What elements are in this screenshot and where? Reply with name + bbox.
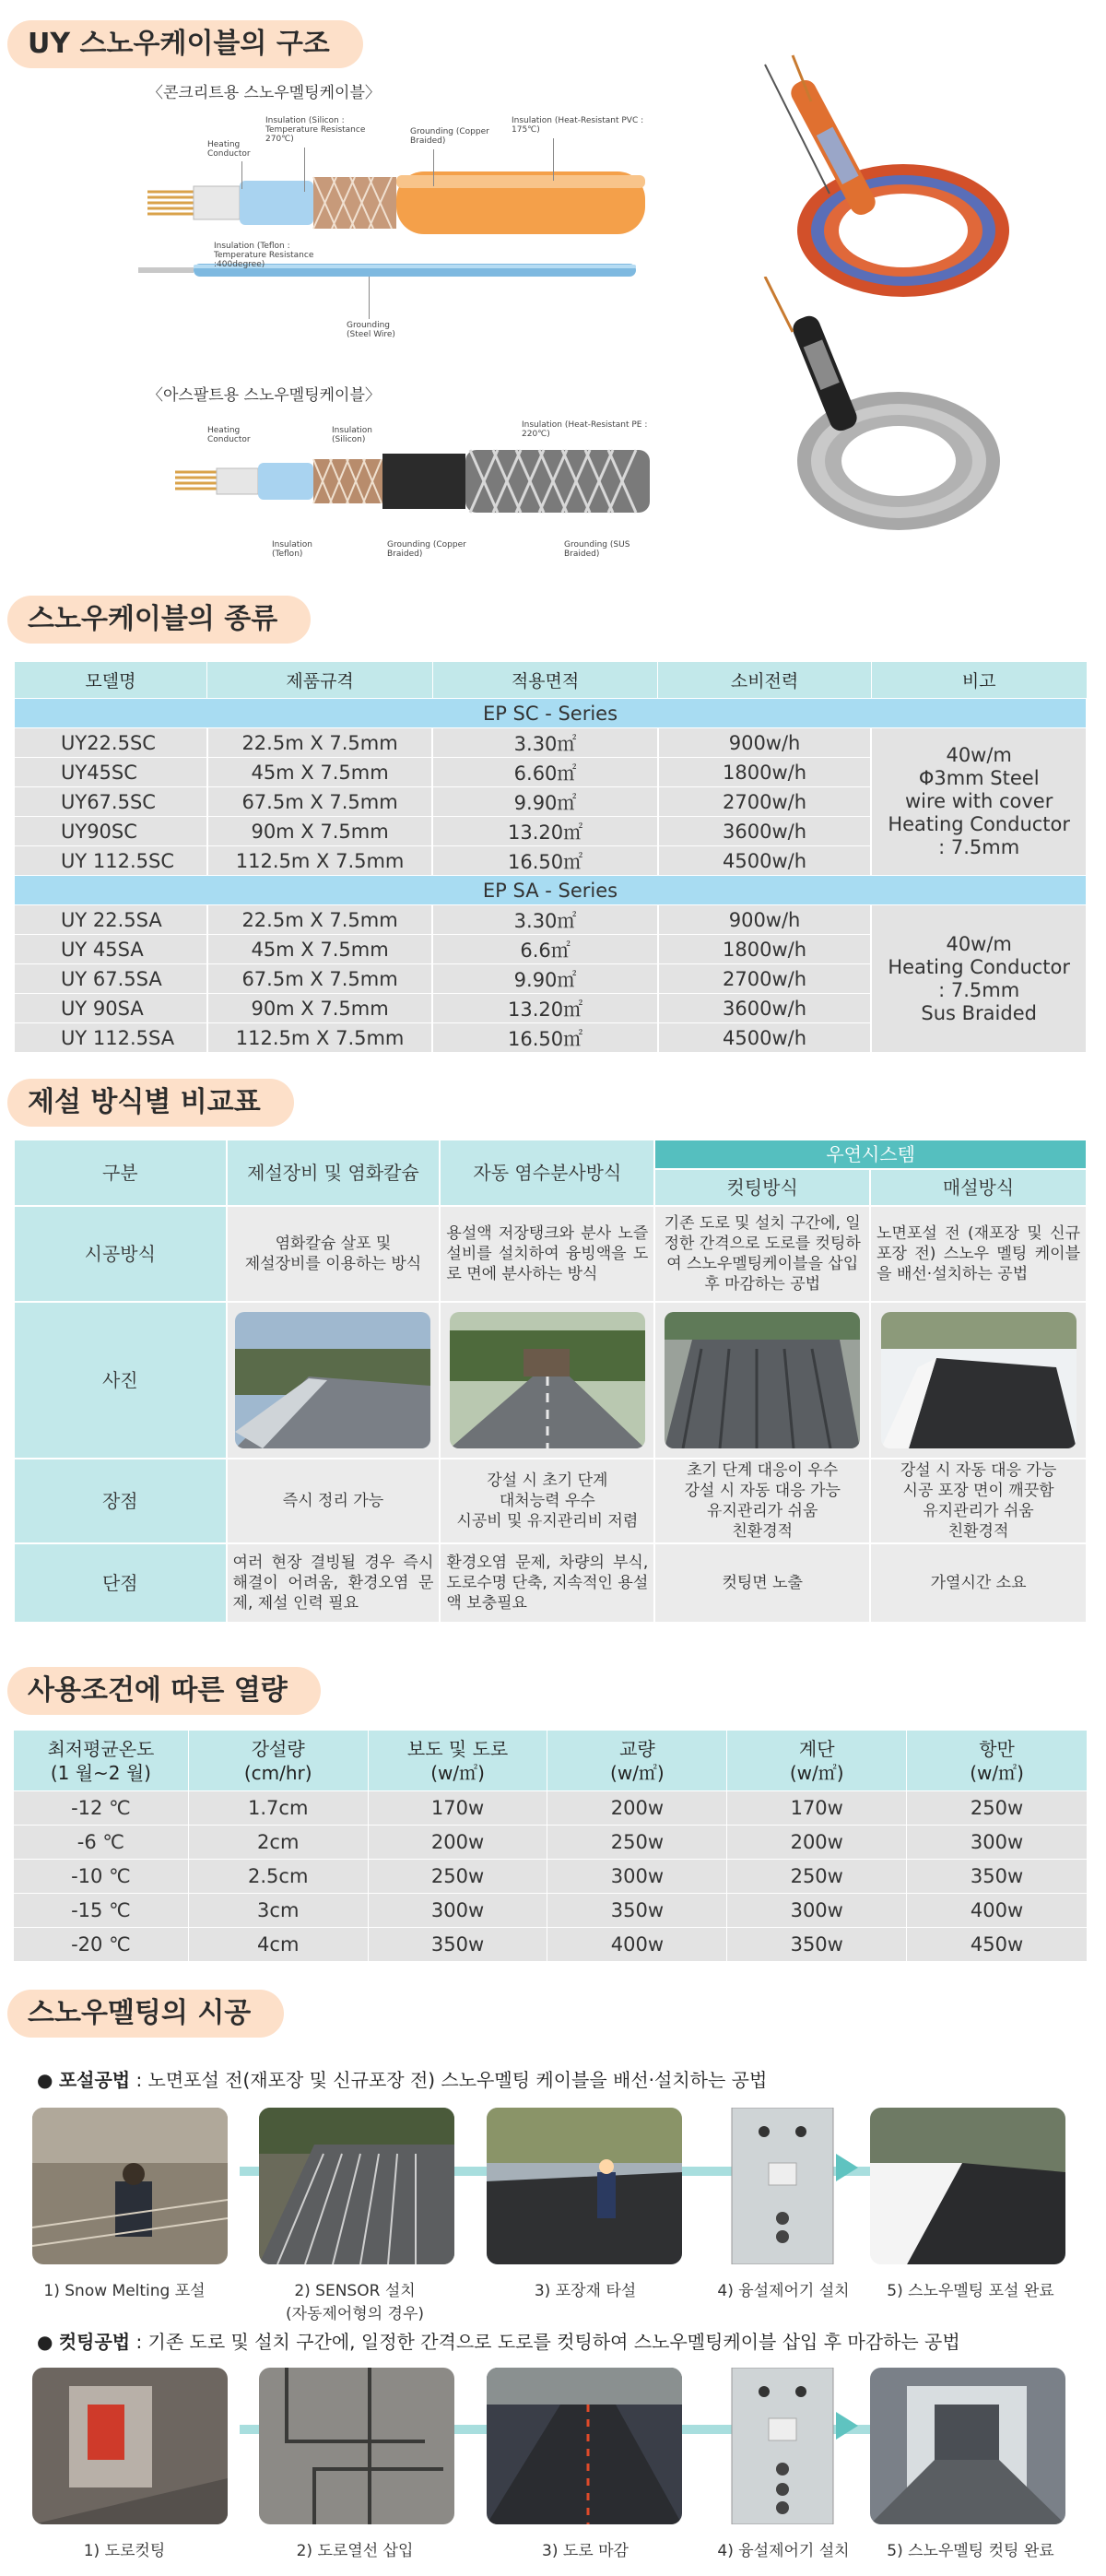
cut-step1-photo — [32, 2368, 228, 2524]
note-sa — [871, 905, 1087, 1053]
cell: 300w — [368, 1894, 547, 1928]
series-sa-label: EP SA - Series — [14, 876, 1087, 905]
method2-title: 컷팅공법 — [58, 2331, 131, 2353]
th-cutting: 컷팅방식 — [654, 1169, 870, 1206]
cut-step2-caption: 2) 도로열선 삽입 — [296, 2542, 414, 2560]
table-row — [14, 1791, 1088, 1826]
photo-cell — [227, 1302, 441, 1459]
note-line: Φ3mm Steel — [918, 767, 1040, 789]
table-row — [14, 728, 1087, 758]
step3-caption: 3) 포장재 타설 — [534, 2282, 637, 2300]
arrow-icon — [836, 2412, 858, 2440]
th-spec: 제품규격 — [207, 662, 433, 699]
cell: -6 ℃ — [14, 1826, 189, 1860]
cell: 환경오염 문제, 차량의 부식, 도로수명 단축, 지속적인 용설액 보충필요 — [440, 1543, 654, 1623]
note-line: : 7.5mm — [938, 978, 1020, 1001]
cell: 45m X 7.5mm — [207, 935, 433, 964]
cell: 초기 단계 대응이 우수 강설 시 자동 대응 가능 유지관리가 쉬움 친환경적 — [654, 1459, 870, 1543]
note-line: Sus Braided — [921, 1001, 1037, 1024]
th-road — [368, 1731, 547, 1791]
cell: 컷팅면 노출 — [654, 1543, 870, 1623]
step5-caption: 5) 스노우멜팅 포설 완료 — [887, 2282, 1054, 2300]
step2-photo — [259, 2108, 454, 2264]
label-insulation-teflon-asphalt: Insulation (Teflon) — [272, 540, 313, 559]
cell: 3.30㎡ — [432, 728, 657, 758]
step3-photo — [487, 2108, 682, 2264]
cell: 250w — [547, 1826, 727, 1860]
cell: 200w — [368, 1826, 547, 1860]
cell: UY22.5SC — [14, 728, 207, 758]
cell: 112.5m X 7.5mm — [207, 1023, 433, 1053]
cell: 2700w/h — [658, 964, 872, 994]
header-line: 강설량 — [251, 1737, 305, 1760]
cell: 350w — [907, 1860, 1088, 1894]
cut-step3-caption: 3) 도로 마감 — [542, 2542, 629, 2560]
cell: 1.7cm — [188, 1791, 368, 1826]
header-line: (w/㎡) — [789, 1761, 844, 1784]
method1-line: ● 포설공법 : 노면포설 전(재포장 및 신규포장 전) 스노우멜팅 케이블을 배선·설치하는 공법 — [37, 2069, 768, 2091]
heat-table — [13, 1730, 1088, 1962]
road-photo-3 — [665, 1312, 860, 1448]
th-bridge — [547, 1731, 727, 1791]
cut-step3-photo — [487, 2368, 682, 2524]
table-row — [14, 1860, 1088, 1894]
cell: 1800w/h — [658, 935, 872, 964]
cell: 250w — [727, 1860, 907, 1894]
cable-types-table — [13, 661, 1088, 1053]
header-line: 최저평균온도 — [47, 1737, 155, 1760]
cell: 6.60㎡ — [432, 758, 657, 787]
th-buried: 매설방식 — [870, 1169, 1087, 1206]
road-photo-1 — [235, 1312, 430, 1448]
th-note: 비고 — [871, 662, 1087, 699]
th-category: 구분 — [14, 1140, 227, 1206]
cell: 1800w/h — [658, 758, 872, 787]
cell: -15 ℃ — [14, 1894, 189, 1928]
cell: 노면포설 전 (재포장 및 신규포장 전) 스노우 멜팅 케이블을 배선·설치하는 공법 — [870, 1206, 1087, 1302]
cell: 강설 시 자동 대응 가능 시공 포장 면이 깨끗함 유지관리가 쉬움 친환경적 — [870, 1459, 1087, 1543]
th-stairs — [727, 1731, 907, 1791]
cell: 4cm — [188, 1928, 368, 1962]
cell: 6.6㎡ — [432, 935, 657, 964]
leader-line — [369, 277, 370, 319]
section-title-heat: 사용조건에 따른 열량 — [7, 1667, 321, 1715]
method2-line: ● 컷팅공법 : 기존 도로 및 설치 구간에, 일정한 간격으로 도로를 컷팅하여 스노우멜팅케이블 삽입 후 마감하는 공법 — [37, 2331, 960, 2353]
label-grounding-steel: Grounding (Steel Wire) — [347, 321, 395, 339]
cell: 9.90㎡ — [432, 964, 657, 994]
cell: 가열시간 소요 — [870, 1543, 1087, 1623]
cut-step5-caption: 5) 스노우멜팅 컷팅 완료 — [887, 2542, 1054, 2560]
cell: 45m X 7.5mm — [207, 758, 433, 787]
cell: UY 112.5SC — [14, 846, 207, 876]
cell: 300w — [547, 1860, 727, 1894]
step1-caption: 1) Snow Melting 포설 — [43, 2282, 206, 2300]
label-grounding-copper-asphalt: Grounding (Copper Braided) — [387, 540, 466, 559]
cell: 용설액 저장탱크와 분사 노즐 설비를 설치하여 융빙액을 도로 면에 분사하는 방식 — [440, 1206, 654, 1302]
header-line: (w/㎡) — [430, 1761, 485, 1784]
comparison-table — [13, 1139, 1088, 1624]
th-model: 모델명 — [14, 662, 207, 699]
cell: -20 ℃ — [14, 1928, 189, 1962]
label-insulation-silicon-asphalt: Insulation (Silicon) — [332, 426, 373, 444]
th-equipment: 제설장비 및 염화칼슘 — [227, 1140, 441, 1206]
cell: 170w — [368, 1791, 547, 1826]
cell: 4500w/h — [658, 1023, 872, 1053]
cell: 여러 현장 결빙될 경우 즉시 해결이 어려움, 환경오염 문제, 제설 인력 필요 — [227, 1543, 441, 1623]
note-line: wire with cover — [904, 790, 1053, 812]
cell: 16.50㎡ — [432, 1023, 657, 1053]
note-line: : 7.5mm — [938, 836, 1020, 858]
step4-controller-photo — [713, 2108, 852, 2264]
cell: 450w — [907, 1928, 1088, 1962]
header-line: (cm/hr) — [243, 1761, 312, 1784]
step1-photo — [32, 2108, 228, 2264]
row-demerit-label: 단점 — [14, 1543, 227, 1623]
note-line: Heating Conductor — [888, 955, 1071, 978]
th-harbor — [907, 1731, 1088, 1791]
cell: 112.5m X 7.5mm — [207, 846, 433, 876]
cut-step1-caption: 1) 도로컷팅 — [83, 2542, 166, 2560]
note-line: Heating Conductor — [888, 813, 1071, 835]
cell: 90m X 7.5mm — [207, 817, 433, 846]
cell: 350w — [547, 1894, 727, 1928]
table-row — [14, 1894, 1088, 1928]
row-photo-label: 사진 — [14, 1302, 227, 1459]
cell: 3.30㎡ — [432, 905, 657, 935]
label-insulation-teflon: Insulation (Teflon : Temperature Resistance :400degree) — [214, 242, 314, 269]
cell: 9.90㎡ — [432, 787, 657, 817]
cell: 13.20㎡ — [432, 817, 657, 846]
cell: 3600w/h — [658, 994, 872, 1023]
cell: 900w/h — [658, 905, 872, 935]
road-photo-4 — [881, 1312, 1077, 1448]
header-line: 교량 — [619, 1737, 655, 1760]
cell: 즉시 정리 가능 — [227, 1459, 441, 1543]
header-line: 항만 — [979, 1737, 1015, 1760]
cell: 4500w/h — [658, 846, 872, 876]
cell: 3cm — [188, 1894, 368, 1928]
method1-title: 포설공법 — [58, 2069, 131, 2091]
cell: 250w — [368, 1860, 547, 1894]
photo-cell — [440, 1302, 654, 1459]
th-temp — [14, 1731, 189, 1791]
cell: 3600w/h — [658, 817, 872, 846]
cell: 300w — [727, 1894, 907, 1928]
header-line: 계단 — [798, 1737, 835, 1760]
cut-step2-photo — [259, 2368, 454, 2524]
label-grounding-sus: Grounding (SUS Braided) — [564, 540, 630, 559]
cell: -12 ℃ — [14, 1791, 189, 1826]
cell: 기존 도로 및 설치 구간에, 일정한 간격으로 도로를 컷팅하여 스노우멜팅케이블을 삽입 후 마감하는 공법 — [654, 1206, 870, 1302]
cell: UY45SC — [14, 758, 207, 787]
label-insulation-silicon: Insulation (Silicon : Temperature Resistance 270℃) — [265, 116, 366, 144]
photo-cell — [870, 1302, 1087, 1459]
cell: 900w/h — [658, 728, 872, 758]
section-title-types: 스노우케이블의 종류 — [7, 596, 311, 644]
label-insulation-pe: Insulation (Heat-Resistant PE : 220℃) — [522, 420, 648, 439]
method2-desc: : 기존 도로 및 설치 구간에, 일정한 간격으로 도로를 컷팅하여 스노우멜팅케이블 삽입 후 마감하는 공법 — [130, 2331, 960, 2353]
header-line: (w/㎡) — [610, 1761, 665, 1784]
step2-caption: 2) SENSOR 설치 (자동제어형의 경우) — [285, 2282, 425, 2323]
cell: 16.50㎡ — [432, 846, 657, 876]
row-method-label: 시공방식 — [14, 1206, 227, 1302]
method1-desc: : 노면포설 전(재포장 및 신규포장 전) 스노우멜팅 케이블을 배선·설치하는 공법 — [130, 2069, 768, 2091]
cell: 170w — [727, 1791, 907, 1826]
cell: 67.5m X 7.5mm — [207, 964, 433, 994]
header-line: (w/㎡) — [970, 1761, 1024, 1784]
cell: 2.5cm — [188, 1860, 368, 1894]
cell: UY90SC — [14, 817, 207, 846]
cable-coil-photo-grey — [728, 277, 1014, 544]
cell: -10 ℃ — [14, 1860, 189, 1894]
cut-step4-controller-photo — [713, 2368, 852, 2524]
section-title-comparison: 제설 방식별 비교표 — [7, 1079, 294, 1127]
cell: 350w — [727, 1928, 907, 1962]
cut-step4-caption: 4) 융설제어기 설치 — [717, 2542, 850, 2560]
cell: UY 90SA — [14, 994, 207, 1023]
cell: 200w — [727, 1826, 907, 1860]
table-row — [14, 1826, 1088, 1860]
section-title-structure: UY 스노우케이블의 구조 — [7, 20, 363, 68]
th-area: 적용면적 — [432, 662, 657, 699]
th-woo-yeon-system: 우연시스템 — [654, 1140, 1087, 1169]
cut-step5-photo — [870, 2368, 1065, 2524]
note-sc — [871, 728, 1087, 876]
header-line: (1 월~2 월) — [50, 1761, 151, 1784]
cell: 400w — [547, 1928, 727, 1962]
cell: 90m X 7.5mm — [207, 994, 433, 1023]
cell: 300w — [907, 1826, 1088, 1860]
table-row — [14, 905, 1087, 935]
asphalt-cable-title: 〈아스팔트용 스노우멜팅케이블〉 — [147, 386, 381, 405]
cell: UY 22.5SA — [14, 905, 207, 935]
cell: 22.5m X 7.5mm — [207, 728, 433, 758]
cell: 22.5m X 7.5mm — [207, 905, 433, 935]
cell: UY67.5SC — [14, 787, 207, 817]
leader-line — [241, 161, 242, 189]
concrete-cable-title: 〈콘크리트용 스노우멜팅케이블〉 — [147, 84, 381, 102]
cell: 67.5m X 7.5mm — [207, 787, 433, 817]
label-heating-conductor-asphalt: Heating Conductor — [207, 426, 251, 444]
section-title-construction: 스노우멜팅의 시공 — [7, 1990, 284, 2038]
series-sc-label: EP SC - Series — [14, 699, 1087, 728]
cell: 200w — [547, 1791, 727, 1826]
step4-caption: 4) 융설제어기 설치 — [717, 2282, 850, 2300]
leader-line — [304, 148, 305, 192]
cell: UY 67.5SA — [14, 964, 207, 994]
th-power: 소비전력 — [658, 662, 872, 699]
table-row — [14, 1928, 1088, 1962]
concrete-cable-diagram — [138, 101, 654, 341]
asphalt-cable-diagram — [175, 433, 654, 535]
cell: 350w — [368, 1928, 547, 1962]
note-line: 40w/m — [946, 744, 1012, 766]
label-insulation-pvc: Insulation (Heat-Resistant PVC : 175℃) — [512, 116, 644, 135]
note-line: 40w/m — [946, 932, 1012, 955]
header-line: 보도 및 도로 — [406, 1737, 509, 1760]
cable-coil-photo-orange — [728, 46, 1014, 313]
leader-line — [433, 149, 434, 186]
cell: 250w — [907, 1791, 1088, 1826]
road-photo-2 — [450, 1312, 645, 1448]
cell: 2700w/h — [658, 787, 872, 817]
cell: UY 45SA — [14, 935, 207, 964]
photo-cell — [654, 1302, 870, 1459]
cell: 400w — [907, 1894, 1088, 1928]
cell: 강설 시 초기 단계 대처능력 우수 시공비 및 유지관리비 저렴 — [440, 1459, 654, 1543]
arrow-icon — [836, 2154, 858, 2181]
row-merit-label: 장점 — [14, 1459, 227, 1543]
th-snowfall — [188, 1731, 368, 1791]
cell: UY 112.5SA — [14, 1023, 207, 1053]
th-spray: 자동 염수분사방식 — [440, 1140, 654, 1206]
label-grounding-copper: Grounding (Copper Braided) — [410, 127, 489, 146]
label-heating-conductor: Heating Conductor — [207, 140, 251, 159]
leader-line — [553, 138, 554, 181]
cell: 13.20㎡ — [432, 994, 657, 1023]
cell: 염화칼슘 살포 및 제설장비를 이용하는 방식 — [227, 1206, 441, 1302]
step5-photo — [870, 2108, 1065, 2264]
cell: 2cm — [188, 1826, 368, 1860]
